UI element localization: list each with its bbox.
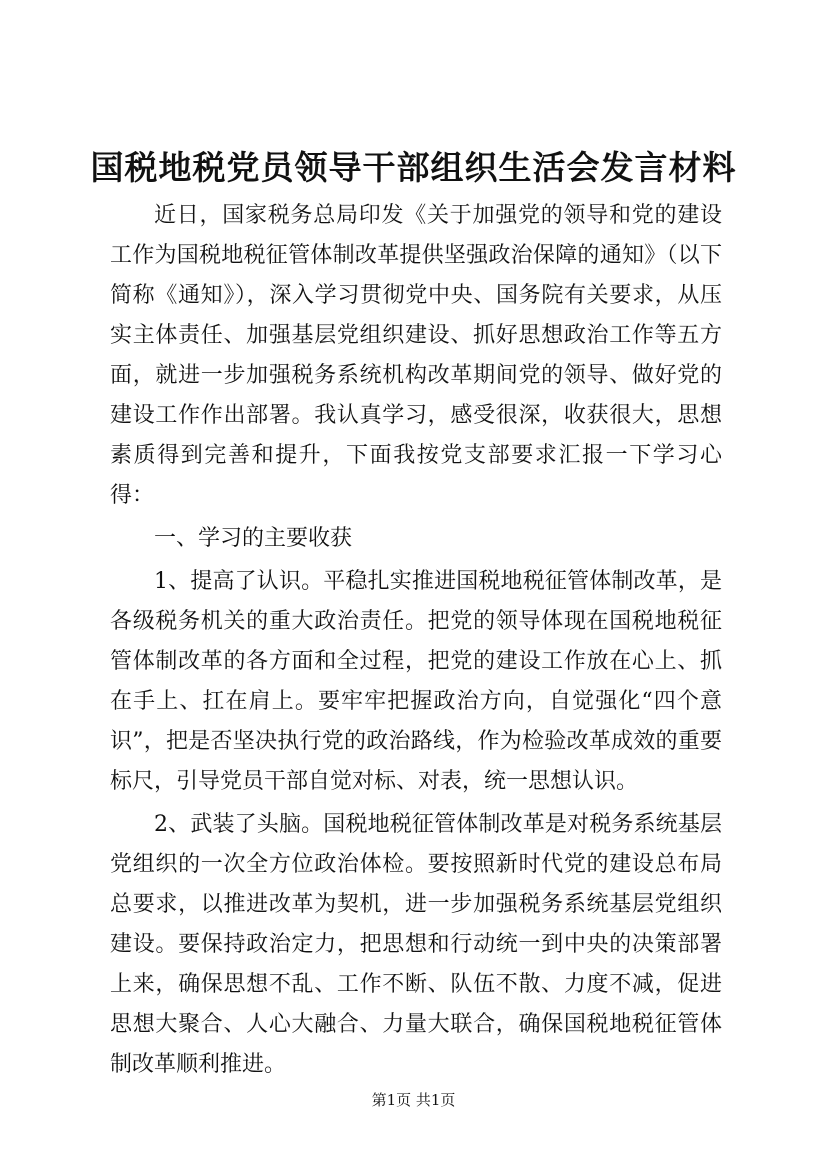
document-title: 国税地税党员领导干部组织生活会发言材料 — [90, 148, 737, 187]
paragraph-point-2: 2、武装了头脑。国税地税征管体制改革是对税务系统基层党组织的一次全方位政治体检。要按照新时代党的建设总布局总要求，以推进改革为契机，进一步加强税务系统基层党组织建设。要保持政治定力，把思想和行动统一到中央的决策部署上来，确保思想不乱、工作不断、队伍不散、力度不减，促进思想大聚合、人心大融合、力量大联合，确保国税地税征管体制改革顺利推进。 — [110, 812, 722, 1077]
paragraph-point-1: 1、提高了认识。平稳扎实推进国税地税征管体制改革，是各级税务机关的重大政治责任。把党的领导体现在国税地税征管体制改革的各方面和全过程，把党的建设工作放在心上、抓在手上、扛在肩上。要牢牢把握政治方向，自觉强化“四个意识”，把是否坚决执行党的政治路线，作为检验改革成效的重要标尺，引导党员干部自觉对标、对表，统一思想认识。 — [110, 569, 722, 794]
document-body — [110, 196, 722, 1088]
section-heading: 一、学习的主要收获 — [154, 526, 353, 551]
page-number-footer: 第1页 共1页 — [371, 1091, 456, 1109]
paragraph-intro: 近日，国家税务总局印发《关于加强党的领导和党的建设工作为国税地税征管体制改革提供坚强政治保障的通知》（以下简称《通知》），深入学习贯彻党中央、国务院有关要求，从压实主体责任、加强基层党组织建设、抓好思想政治工作等五方面，就进一步加强税务系统机构改革期间党的领导、做好党的建设工作作出部署。我认真学习，感受很深，收获很大，思想素质得到完善和提升，下面我按党支部要求汇报一下学习心得： — [110, 203, 722, 508]
